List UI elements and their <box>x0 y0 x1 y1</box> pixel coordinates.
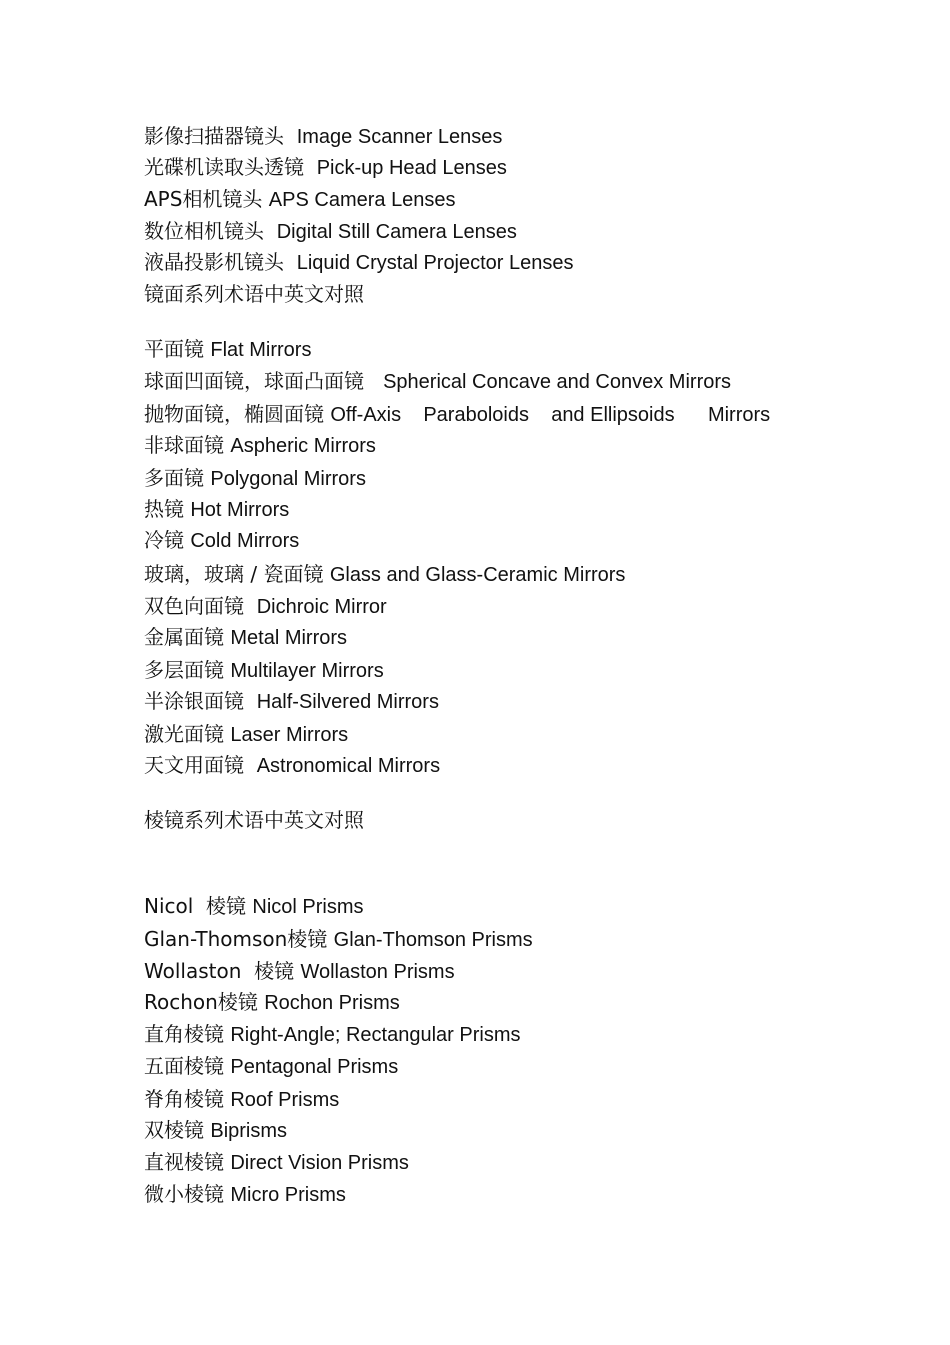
term-english: Direct Vision Prisms <box>230 1152 409 1174</box>
term-line <box>144 894 364 919</box>
term-english: Glass and Glass-Ceramic Mirrors <box>329 564 626 586</box>
term-chinese: 激光面镜 <box>144 722 224 746</box>
term-line <box>144 433 376 458</box>
term-line <box>144 155 507 180</box>
term-line <box>144 250 574 275</box>
term-chinese: 双色向面镜 <box>144 594 244 618</box>
term-line <box>144 722 348 747</box>
term-english: Biprisms <box>210 1120 288 1142</box>
term-line <box>144 927 533 952</box>
term-chinese: 直视棱镜 <box>144 1150 224 1174</box>
term-line <box>144 1022 520 1047</box>
term-chinese: Nicol 棱镜 <box>144 894 247 918</box>
term-line <box>144 187 456 212</box>
term-english: Pick-up Head Lenses <box>316 157 507 179</box>
term-chinese: 五面棱镜 <box>144 1054 224 1078</box>
term-english: Astronomical Mirrors <box>256 755 441 777</box>
term-chinese: Rochon棱镜 <box>144 990 258 1014</box>
term-chinese: 球面凹面镜，球面凸面镜 <box>144 369 364 393</box>
term-line <box>144 1150 409 1175</box>
term-line <box>144 1182 346 1207</box>
term-line <box>144 219 517 244</box>
term-line <box>144 466 366 491</box>
term-chinese: 影像扫描器镜头 <box>144 124 284 148</box>
term-chinese: 非球面镜 <box>144 433 224 457</box>
term-chinese: 数位相机镜头 <box>144 219 264 243</box>
term-english: Right-Angle; Rectangular Prisms <box>230 1024 521 1046</box>
term-chinese: 脊角棱镜 <box>144 1087 224 1111</box>
term-english: Nicol Prisms <box>252 896 364 918</box>
term-chinese: 热镜 <box>144 497 184 521</box>
term-english: Flat Mirrors <box>210 339 312 361</box>
term-english: Rochon Prisms <box>264 992 400 1014</box>
term-line <box>144 337 311 362</box>
term-english: Digital Still Camera Lenses <box>276 221 517 243</box>
section-heading-text: 棱镜系列术语中英文对照 <box>144 808 364 832</box>
term-english: Laser Mirrors <box>230 724 349 746</box>
term-line <box>144 959 455 984</box>
term-chinese: 天文用面镜 <box>144 753 244 777</box>
term-english: Liquid Crystal Projector Lenses <box>296 252 574 274</box>
term-chinese: APS相机镜头 <box>144 187 263 211</box>
term-english: Spherical Concave and Convex Mirrors <box>383 371 732 393</box>
term-line <box>144 625 347 650</box>
term-line <box>144 658 384 683</box>
term-line <box>144 402 770 427</box>
term-line <box>144 497 289 522</box>
term-line <box>144 1118 287 1143</box>
term-chinese: 冷镜 <box>144 528 184 552</box>
term-english: Hot Mirrors <box>190 499 290 521</box>
term-chinese: 抛物面镜，椭圆面镜 <box>144 402 324 426</box>
term-chinese: 直角棱镜 <box>144 1022 224 1046</box>
term-english: Roof Prisms <box>230 1089 340 1111</box>
term-english: Pentagonal Prisms <box>230 1056 399 1078</box>
term-line <box>144 594 387 619</box>
section-heading-prisms <box>144 808 364 832</box>
term-line <box>144 753 440 778</box>
term-english: Off-Axis Paraboloids and Ellipsoids Mirrors <box>330 404 771 426</box>
section-heading-text: 镜面系列术语中英文对照 <box>144 282 364 306</box>
term-chinese: 玻璃，玻璃 / 瓷面镜 <box>144 562 324 586</box>
term-english: Image Scanner Lenses <box>296 126 503 148</box>
term-chinese: 多层面镜 <box>144 658 224 682</box>
term-chinese: 光碟机读取头透镜 <box>144 155 304 179</box>
term-english: Micro Prisms <box>230 1184 346 1206</box>
term-chinese: 金属面镜 <box>144 625 224 649</box>
term-line <box>144 1054 398 1079</box>
term-english: Glan-Thomson Prisms <box>333 929 533 951</box>
term-chinese: 双棱镜 <box>144 1118 204 1142</box>
term-chinese: 微小棱镜 <box>144 1182 224 1206</box>
term-english: Aspheric Mirrors <box>230 435 376 457</box>
term-line <box>144 124 502 149</box>
term-english: Metal Mirrors <box>230 627 348 649</box>
term-chinese: 平面镜 <box>144 337 204 361</box>
term-line <box>144 990 400 1015</box>
term-chinese: 液晶投影机镜头 <box>144 250 284 274</box>
term-line <box>144 1087 339 1112</box>
term-english: APS Camera Lenses <box>268 189 456 211</box>
term-chinese: Wollaston 棱镜 <box>144 959 295 983</box>
term-english: Dichroic Mirror <box>256 596 387 618</box>
term-english: Half-Silvered Mirrors <box>256 691 439 713</box>
term-english: Cold Mirrors <box>190 530 300 552</box>
term-chinese: 多面镜 <box>144 466 204 490</box>
term-chinese: 半涂银面镜 <box>144 689 244 713</box>
section-heading-mirrors <box>144 282 364 306</box>
term-line <box>144 528 299 553</box>
term-line <box>144 369 731 394</box>
term-english: Wollaston Prisms <box>300 961 455 983</box>
term-english: Multilayer Mirrors <box>230 660 384 682</box>
term-line <box>144 562 625 587</box>
term-english: Polygonal Mirrors <box>210 468 366 490</box>
term-line <box>144 689 439 714</box>
term-chinese: Glan-Thomson棱镜 <box>144 927 328 951</box>
